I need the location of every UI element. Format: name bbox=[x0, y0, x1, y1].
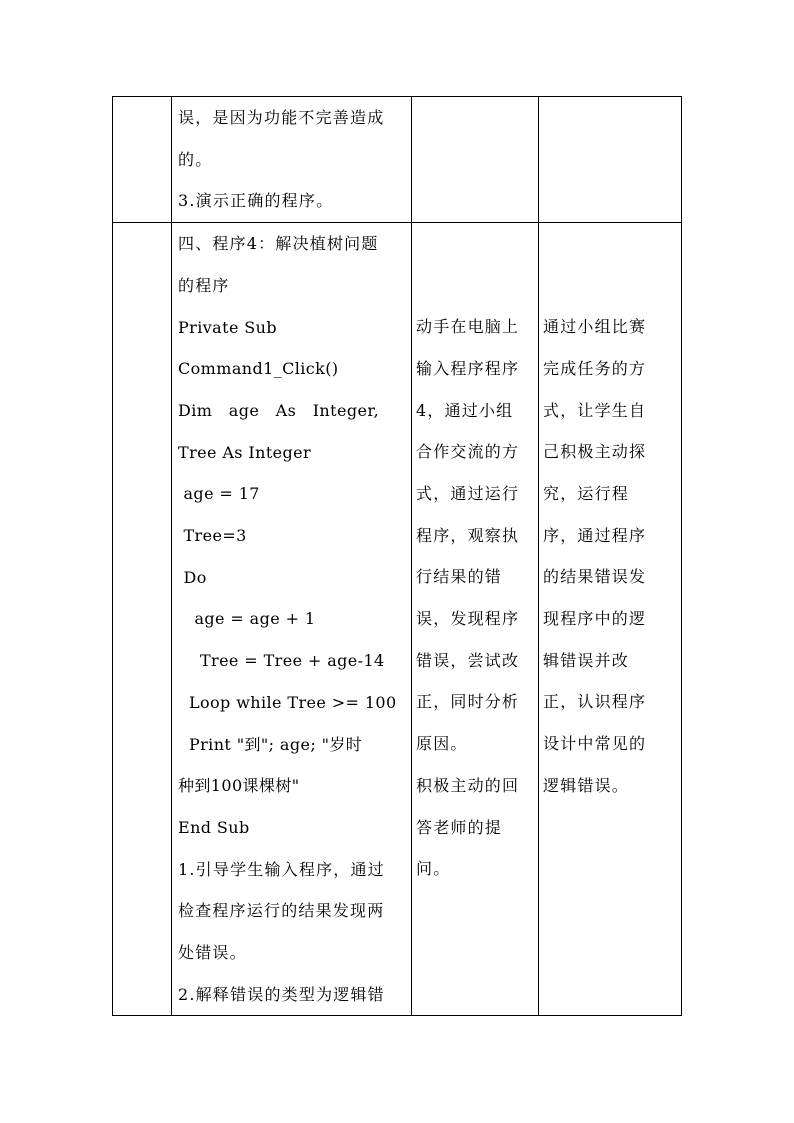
code-line: Print "到"; age; "岁时 bbox=[178, 734, 363, 754]
code-line: age = 17 bbox=[178, 484, 260, 504]
text-line: 正，认识程序 bbox=[543, 692, 647, 712]
cell-spacer bbox=[543, 223, 677, 306]
text-line: 输入程序程序 bbox=[416, 358, 520, 378]
text-line: 四、程序4：解决植树问题 bbox=[178, 234, 379, 254]
code-line: Dim age As Integer, bbox=[178, 400, 380, 420]
text-line: 2.解释错误的类型为逻辑错 bbox=[178, 984, 385, 1004]
text-line: 设计中常见的 bbox=[543, 734, 647, 754]
table-cell-teacher-activity bbox=[172, 97, 412, 223]
code-line: Private Sub bbox=[178, 317, 278, 337]
text-line: 的程序 bbox=[178, 275, 230, 295]
text-line: 问。 bbox=[416, 859, 451, 879]
table-cell-student-activity bbox=[412, 97, 539, 223]
text-line: 处错误。 bbox=[178, 943, 247, 963]
code-line: Tree = Tree + age-14 bbox=[178, 651, 385, 671]
table-cell-teacher-activity bbox=[172, 223, 412, 1016]
code-line: Tree=3 bbox=[178, 526, 247, 546]
text-line: 逻辑错误。 bbox=[543, 775, 630, 795]
text-line: 的结果错误发 bbox=[543, 567, 647, 587]
table-cell-design-intent bbox=[539, 97, 682, 223]
code-line: Tree As Integer bbox=[178, 442, 312, 462]
text-line: 合作交流的方 bbox=[416, 442, 520, 462]
code-line: Loop while Tree >= 100 bbox=[178, 692, 397, 712]
table-row bbox=[113, 97, 682, 223]
cell-spacer bbox=[416, 223, 534, 306]
text-line: 积极主动的回 bbox=[416, 775, 520, 795]
text-line: 1.引导学生输入程序，通过 bbox=[178, 859, 385, 879]
text-line: 己积极主动探 bbox=[543, 442, 647, 462]
table-cell-design-intent bbox=[539, 223, 682, 1016]
table-cell-student-activity bbox=[412, 223, 539, 1016]
text-line: 错误，尝试改 bbox=[416, 650, 520, 670]
text-line: 通过小组比赛 bbox=[543, 317, 647, 337]
text-line: 现程序中的逻 bbox=[543, 609, 647, 629]
code-line: age = age + 1 bbox=[178, 609, 316, 629]
table-cell-step bbox=[113, 97, 172, 223]
code-line: 种到100课棵树" bbox=[178, 776, 300, 796]
code-line: Command1_Click() bbox=[178, 359, 339, 379]
text-line: 辑错误并改 bbox=[543, 650, 630, 670]
text-line: 究，运行程 bbox=[543, 483, 630, 503]
text-line: 3.演示正确的程序。 bbox=[178, 191, 334, 211]
code-line: Do bbox=[178, 567, 207, 587]
text-line: 答老师的提 bbox=[416, 817, 503, 837]
text-line: 检查程序运行的结果发现两 bbox=[178, 901, 385, 921]
text-line: 完成任务的方 bbox=[543, 358, 647, 378]
text-line: 4，通过小组 bbox=[416, 400, 514, 420]
text-line: 动手在电脑上 bbox=[416, 317, 520, 337]
text-line: 原因。 bbox=[416, 734, 468, 754]
lesson-plan-table bbox=[112, 96, 682, 1016]
text-line: 式，通过运行 bbox=[416, 483, 520, 503]
table-cell-step bbox=[113, 223, 172, 1016]
table-row bbox=[113, 223, 682, 1016]
text-line: 正，同时分析 bbox=[416, 692, 520, 712]
code-line: End Sub bbox=[178, 817, 250, 837]
text-line: 误，发现程序 bbox=[416, 609, 520, 629]
text-line: 误，是因为功能不完善造成 bbox=[178, 108, 385, 127]
text-line: 的。 bbox=[178, 149, 213, 169]
text-line: 序，通过程序 bbox=[543, 525, 647, 545]
text-line: 行结果的错 bbox=[416, 567, 503, 587]
text-line: 式，让学生自 bbox=[543, 400, 647, 420]
text-line: 程序，观察执 bbox=[416, 525, 520, 545]
